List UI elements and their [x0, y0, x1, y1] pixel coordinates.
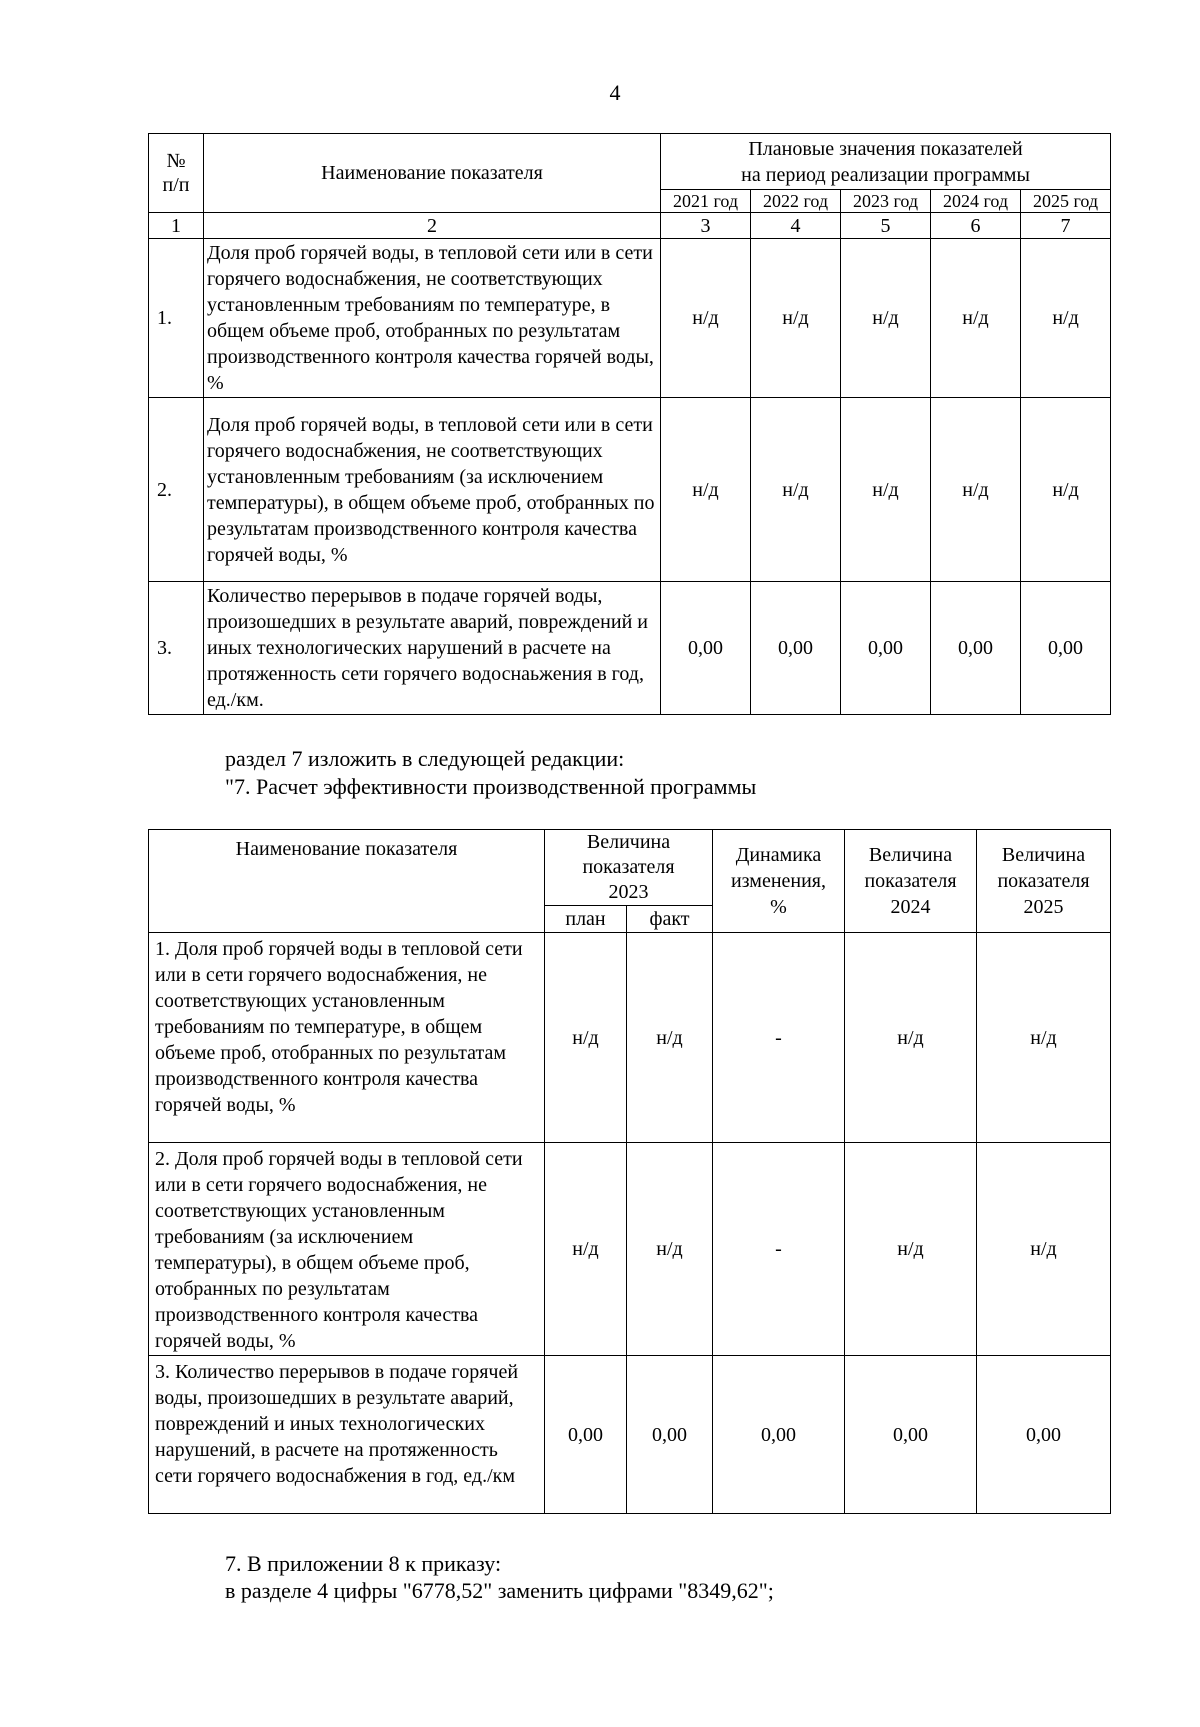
- table-row: [149, 1356, 1111, 1514]
- table-row: [149, 933, 1111, 1143]
- value-cell: -: [713, 1143, 845, 1356]
- value-cell: н/д: [931, 398, 1021, 582]
- table-row: [149, 1143, 1111, 1356]
- value-cell: 0,00: [751, 582, 841, 715]
- index-cell: 3: [661, 213, 751, 239]
- indicator-name: Доля проб горячей воды, в тепловой сети или в сети горячего водоснабжения, не соответствующих установленным требованиям (за исключением температуры), в общем объеме проб, отобранных по результатам производственного контроля качества горячей воды, %: [204, 398, 661, 582]
- section-title: "7. Расчет эффективности производственной программы: [225, 774, 757, 799]
- value-cell: н/д: [931, 239, 1021, 398]
- indicator-name: Количество перерывов в подаче горячей воды, произошедших в результате аварий, повреждений и иных технологических нарушений в расчете на протяженность сети горячего водоснаьжения в год, ед./км.: [204, 582, 661, 715]
- table-row: [149, 582, 1111, 715]
- section-edit-instruction: раздел 7 изложить в следующей редакции:: [225, 746, 625, 771]
- value-cell: 0,00: [627, 1356, 713, 1514]
- year-header: 2025 год: [1021, 190, 1111, 213]
- dynamics-header: Динамика изменения, %: [713, 830, 845, 933]
- index-row: [149, 213, 1111, 239]
- year-header: 2024 год: [931, 190, 1021, 213]
- indicator-name: 1. Доля проб горячей воды в тепловой сети или в сети горячего водоснабжения, не соответствующих установленным требованиям по температуре, в общем объеме проб, отобранных по результатам производственного контроля качества горячей воды, %: [149, 933, 545, 1143]
- appendix-instruction: 7. В приложении 8 к приказу:: [225, 1551, 502, 1576]
- value-cell: н/д: [977, 1143, 1111, 1356]
- indicator-name: 2. Доля проб горячей воды в тепловой сети или в сети горячего водоснабжения, не соответствующих установленным требованиям (за исключением температуры), в общем объеме проб, отобранных по результатам производственного контроля качества горячей воды, %: [149, 1143, 545, 1356]
- col-num-header: № п/п: [149, 134, 204, 213]
- value-cell: 0,00: [661, 582, 751, 715]
- indicator-name: 3. Количество перерывов в подаче горячей воды, произошедших в результате аварий, повреждений и иных технологических нарушений, в расчете на протяженность сети горячего водоснабжения в год, ед./км: [149, 1356, 545, 1514]
- value-cell: н/д: [751, 398, 841, 582]
- replacement-instruction: в разделе 4 цифры "6778,52" заменить цифрами "8349,62";: [225, 1578, 774, 1603]
- page-number: 4: [609, 80, 621, 105]
- value-cell: н/д: [845, 1143, 977, 1356]
- value-cell: 0,00: [841, 582, 931, 715]
- value-cell: н/д: [1021, 398, 1111, 582]
- value-cell: 0,00: [931, 582, 1021, 715]
- value-cell: н/д: [841, 398, 931, 582]
- value-cell: н/д: [627, 933, 713, 1143]
- row-number: 2.: [149, 398, 204, 582]
- index-cell: 1: [149, 213, 204, 239]
- index-cell: 6: [931, 213, 1021, 239]
- col-name-header: Наименование показателя: [149, 830, 545, 933]
- planned-indicators-table: [148, 133, 1111, 715]
- row-number: 1.: [149, 239, 204, 398]
- value-2025-header: Величина показателя 2025: [977, 830, 1111, 933]
- fact-header: факт: [627, 906, 713, 933]
- index-cell: 4: [751, 213, 841, 239]
- value-cell: н/д: [841, 239, 931, 398]
- value-cell: 0,00: [1021, 582, 1111, 715]
- value-cell: н/д: [545, 1143, 627, 1356]
- index-cell: 5: [841, 213, 931, 239]
- value-cell: 0,00: [977, 1356, 1111, 1514]
- year-header: 2022 год: [751, 190, 841, 213]
- value-cell: н/д: [545, 933, 627, 1143]
- value-cell: н/д: [627, 1143, 713, 1356]
- table-row: [149, 398, 1111, 582]
- index-cell: 7: [1021, 213, 1111, 239]
- value-cell: н/д: [661, 239, 751, 398]
- value-cell: 0,00: [545, 1356, 627, 1514]
- value-cell: н/д: [845, 933, 977, 1143]
- table-row: [149, 239, 1111, 398]
- row-number: 3.: [149, 582, 204, 715]
- col-name-header: Наименование показателя: [204, 134, 661, 213]
- year-header: 2021 год: [661, 190, 751, 213]
- value-2024-header: Величина показателя 2024: [845, 830, 977, 933]
- index-cell: 2: [204, 213, 661, 239]
- value-cell: 0,00: [845, 1356, 977, 1514]
- plan-values-header: Плановые значения показателей на период реализации программы: [661, 134, 1111, 190]
- value-2023-header: Величина показателя 2023: [545, 830, 713, 906]
- value-cell: н/д: [1021, 239, 1111, 398]
- value-cell: 0,00: [713, 1356, 845, 1514]
- value-cell: -: [713, 933, 845, 1143]
- efficiency-table: [148, 829, 1111, 1514]
- plan-header: план: [545, 906, 627, 933]
- indicator-name: Доля проб горячей воды, в тепловой сети или в сети горячего водоснабжения, не соответствующих установленным требованиям по температуре, в общем объеме проб, отобранных по результатам производственного контроля качества горячей воды, %: [204, 239, 661, 398]
- year-header: 2023 год: [841, 190, 931, 213]
- value-cell: н/д: [977, 933, 1111, 1143]
- value-cell: н/д: [661, 398, 751, 582]
- value-cell: н/д: [751, 239, 841, 398]
